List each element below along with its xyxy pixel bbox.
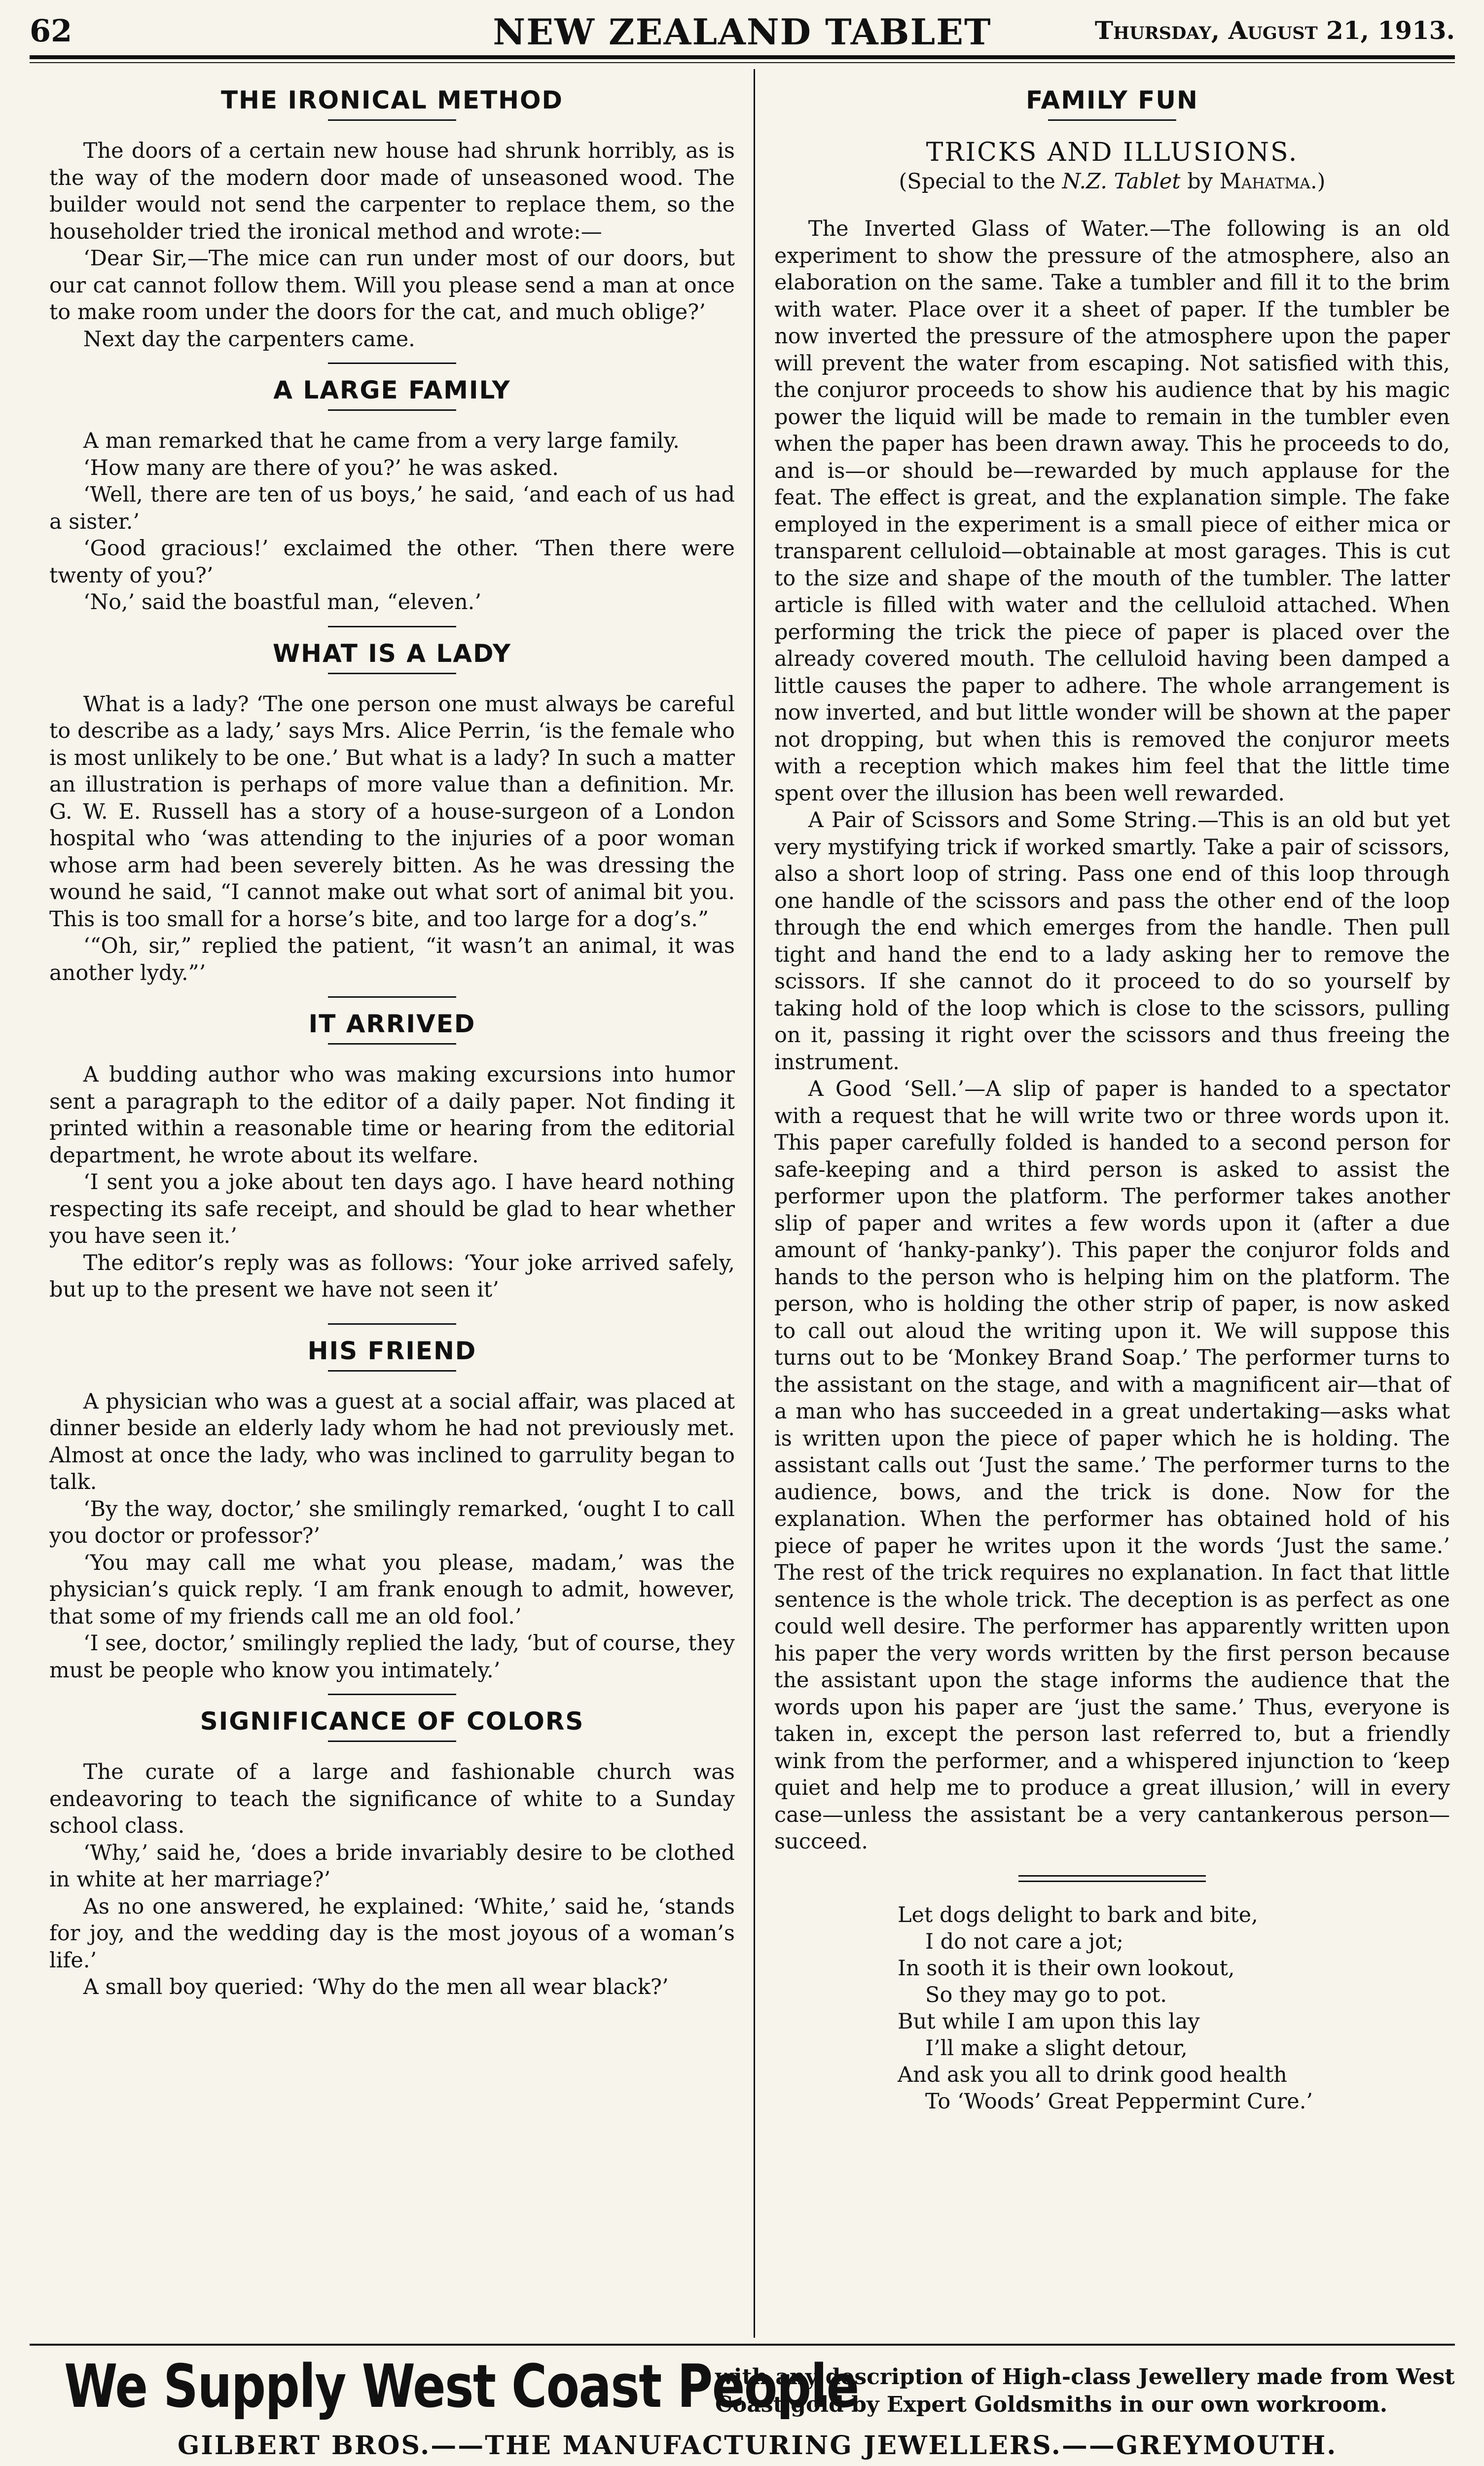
separator-rule bbox=[328, 363, 456, 364]
advert-headline: We Supply West Coast People bbox=[64, 2353, 859, 2421]
left-column bbox=[49, 74, 735, 2001]
advert-side-text bbox=[715, 2363, 1455, 2419]
trick-good-sell: A Good ‘Sell.’—A slip of paper is handed to a spectator with a request that he will write two or three words upon it. This paper carefully folded is handed to a second person for safe-keeping and a third person is asked to assist the performer upon the platform. The performer takes another slip of paper and writes a few words upon it (after a due amount of ‘hanky-panky’). This paper the conjuror folds and hands to the person who is helping him on the platform. The person, who is holding the other strip of paper, is now asked to call out aloud the writing upon it. We will suppose this turns out to be ‘Monkey Brand Soap.’ The performer turns to the assistant on the stage, and with a magnificent air—that of a man who has succeeded in a great undertaking—asks what is written upon the piece of paper which he is holding. The assistant calls out ‘Just the same.’ The performer turns to the audience, bows, and the trick is done. Now for the explanation. When the performer has obtained hold of his piece of paper he writes upon it the words ‘Just the same.’ The rest of the trick requires no explanation. In fact that little sentence is the whole trick. The deception is as perfect as one could well desire. The performer has apparently written upon his paper the very words written by the first person because the assistant upon the stage informs the audience that the words upon his paper are ‘just the same.’ Thus, everyone is taken in, except the person last referred to, but a friendly wink from the performer, and a whispered injunction to ‘keep quiet and help me to produce a great illusion,’ will in every case—unless the assistant be a very cantankerous person—succeed. bbox=[774, 1077, 1450, 1854]
title-rule bbox=[1048, 119, 1176, 121]
article-ironical-method bbox=[49, 86, 735, 353]
byline-by: by bbox=[1187, 169, 1213, 194]
advert-footer: GILBERT BROS.——THE MANUFACTURING JEWELLERS.——GREYMOUTH. bbox=[178, 2430, 1338, 2461]
article-paragraph: ‘Good gracious!’ exclaimed the other. ‘Then there were twenty of you?’ bbox=[49, 536, 735, 588]
poem-line: In sooth it is their own lookout, bbox=[898, 1956, 1235, 1981]
article-paragraph: ‘Well, there are ten of us boys,’ he said, ‘and each of us had a sister.’ bbox=[49, 482, 735, 534]
issue-date: Thursday, August 21, 1913. bbox=[1094, 16, 1455, 45]
byline bbox=[774, 169, 1450, 194]
title-rule bbox=[328, 1043, 456, 1045]
subtitle-tricks: TRICKS AND ILLUSIONS. bbox=[926, 138, 1299, 167]
advert-side-line: with any description of High-class Jewellery made from West bbox=[715, 2364, 1455, 2390]
masthead-rule bbox=[30, 55, 1455, 59]
article-it-arrived bbox=[49, 996, 735, 1304]
advert-side-line: Coast gold by Expert Goldsmiths in our own workroom. bbox=[715, 2392, 1388, 2417]
article-paragraph: ‘By the way, doctor,’ she smilingly remarked, ‘ought I to call you doctor or professor?’ bbox=[49, 1496, 735, 1548]
separator-rule bbox=[328, 996, 456, 998]
article-paragraph: ‘No,’ said the boastful man, “eleven.’ bbox=[83, 590, 481, 615]
trick-scissors-string: A Pair of Scissors and Some String.—This is an old but yet very mystifying trick if worked smartly. Take a pair of scissors, also a short loop of string. Pass one end of this loop through one handle of the scissors and pass the other end of the loop through the end which emerges from the handle. Then pull tight and hand the end to a lady asking her to remove the scissors. If she cannot do it proceed to do so yourself by taking hold of the loop which is close to the scissors, pulling on it, passing it right over the scissors and thus freeing the instrument. bbox=[774, 808, 1450, 1075]
article-paragraph: ‘Why,’ said he, ‘does a bride invariably desire to be clothed in white at her marriage?’ bbox=[49, 1840, 735, 1892]
poem-line: Let dogs delight to bark and bite, bbox=[898, 1902, 1258, 1927]
article-title: HIS FRIEND bbox=[307, 1336, 477, 1365]
article-paragraph: ‘I see, doctor,’ smilingly replied the lady, ‘but of course, they must be people who know you intimately.’ bbox=[49, 1631, 735, 1683]
right-column bbox=[774, 74, 1450, 2115]
byline-paper: N.Z. Tablet bbox=[1062, 169, 1181, 194]
title-rule bbox=[328, 673, 456, 674]
article-paragraph: ‘“Oh, sir,” replied the patient, “it wasn’t an animal, it was another lydy.”’ bbox=[49, 934, 735, 985]
title-rule bbox=[328, 1370, 456, 1372]
byline-author: Mahatma.) bbox=[1219, 169, 1326, 194]
separator-rule bbox=[328, 1694, 456, 1695]
article-title: IT ARRIVED bbox=[308, 1010, 476, 1038]
newspaper-title: NEW ZEALAND TABLET bbox=[493, 11, 992, 53]
poem-line: So they may go to pot. bbox=[925, 1982, 1167, 2007]
poem-separator bbox=[774, 1875, 1450, 1882]
article-paragraph: ‘I sent you a joke about ten days ago. I have heard nothing respecting its safe receipt, and should be glad to hear whether you have seen it.’ bbox=[49, 1170, 735, 1248]
separator-rule bbox=[328, 1323, 456, 1325]
article-paragraph: What is a lady? ‘The one person one must always be careful to describe as a lady,’ says Mrs. Alice Perrin, ‘is the female who is most unlikely to be one.’ But what is a lady? In such a matter an illustration is perhaps of more value than a definition. Mr. G. W. E. Russell has a story of a house-surgeon of a London hospital who ‘was attending to the injuries of a poor woman whose arm had been severely bitten. As he was dressing the wound he said, “I cannot make out what sort of animal bit you. This is too small for a horse’s bite, and too large for a dog’s.” bbox=[49, 691, 735, 932]
section-title-family-fun: FAMILY FUN bbox=[1026, 86, 1198, 114]
article-paragraph: ‘How many are there of you?’ he was asked. bbox=[83, 455, 559, 480]
article-title: SIGNIFICANCE OF COLORS bbox=[200, 1707, 584, 1736]
poem-rule-1 bbox=[1018, 1875, 1206, 1877]
article-paragraph: The curate of a large and fashionable church was endeavoring to teach the significance of white to a Sunday school class. bbox=[49, 1760, 735, 1838]
article-paragraph: As no one answered, he explained: ‘White,’ said he, ‘stands for joy, and the wedding day is the most joyous of a woman’s life.’ bbox=[49, 1894, 735, 1973]
article-paragraph: ‘You may call me what you please, madam,’ was the physician’s quick reply. ‘I am frank enough to admit, however, that some of my friends call me an old fool.’ bbox=[49, 1550, 735, 1629]
masthead-rule-thin bbox=[30, 62, 1455, 63]
separator-rule bbox=[328, 626, 456, 627]
article-his-friend bbox=[49, 1323, 735, 1684]
article-paragraph: A small boy queried: ‘Why do the men all wear black?’ bbox=[83, 1975, 669, 1999]
article-title: A LARGE FAMILY bbox=[273, 376, 511, 404]
poem-line: I’ll make a slight detour, bbox=[925, 2035, 1188, 2061]
article-paragraph: Next day the carpenters came. bbox=[83, 326, 415, 352]
article-paragraph: A budding author who was making excursions into humor sent a paragraph to the editor of a daily paper. Not finding it printed within a reasonable time or hearing from the editorial department, he wrote about its welfare. bbox=[49, 1062, 735, 1168]
article-paragraph: A man remarked that he came from a very large family. bbox=[83, 429, 680, 453]
article-paragraph: The doors of a certain new house had shrunk horribly, as is the way of the modern door made of unseasoned wood. The builder would not send the carpenter to replace them, so the householder tried the ironical method and wrote:— bbox=[49, 139, 735, 244]
article-title: THE IRONICAL METHOD bbox=[220, 86, 564, 114]
poem-line: I do not care a jot; bbox=[925, 1929, 1123, 1954]
advert-rule bbox=[30, 2344, 1455, 2346]
masthead bbox=[30, 9, 1455, 58]
page-number: 62 bbox=[30, 13, 72, 49]
poem-line: To ‘Woods’ Great Peppermint Cure.’ bbox=[925, 2089, 1313, 2114]
trick-inverted-glass: The Inverted Glass of Water.—The following is an old experiment to show the pressure of the atmosphere, also an elaboration on the same. Take a tumbler and fill it to the brim with water. Place over it a sheet of paper. If the tumbler be now inverted the pressure of the atmosphere upon the paper will prevent the water from escaping. Not satisfied with this, the conjuror proceeds to show his audience that by his magic power the liquid will be made to remain in the tumbler even when the paper has been drawn away. This he proceeds to do, and is—or should be—rewarded by much applause for the feat. The effect is great, and the explanation simple. The fake employed in the experiment is a small piece of either mica or transparent celluloid—obtainable at most garages. This is cut to the size and shape of the mouth of the tumbler. The latter article is filled with water and the celluloid attached. When performing the trick the piece of paper is placed over the already covered mouth. The celluloid having been damped a little causes the paper to adhere. The whole arrangement is now inverted, and but little wonder will be shown at the paper not dropping, but when this is removed the conjuror meets with a reception which makes him feel that the little time spent over the illusion has been well rewarded. bbox=[774, 217, 1450, 806]
title-rule bbox=[328, 119, 456, 121]
article-title: WHAT IS A LADY bbox=[272, 639, 512, 668]
article-what-is-a-lady bbox=[49, 626, 735, 987]
article-significance-of-colors bbox=[49, 1694, 735, 2001]
poem bbox=[898, 1902, 1450, 2115]
article-paragraph: The editor’s reply was as follows: ‘Your joke arrived safely, but up to the present we have not seen it’ bbox=[49, 1250, 735, 1302]
poem-rule-2 bbox=[1018, 1881, 1206, 1882]
poem-line: But while I am upon this lay bbox=[898, 2009, 1200, 2034]
article-large-family bbox=[49, 363, 735, 616]
column-divider bbox=[754, 69, 755, 2338]
byline-prefix: (Special to the bbox=[899, 169, 1055, 194]
article-paragraph: A physician who was a guest at a social affair, was placed at dinner beside an elderly lady whom he had not previously met. Almost at once the lady, who was inclined to garrulity began to talk. bbox=[49, 1389, 735, 1494]
title-rule bbox=[328, 409, 456, 411]
article-paragraph: ‘Dear Sir,—The mice can run under most of our doors, but our cat cannot follow them. Will you please send a man at once to make room under the doors for the cat, and much oblige?’ bbox=[49, 246, 735, 325]
advertisement bbox=[30, 2353, 1455, 2466]
title-rule bbox=[328, 1741, 456, 1742]
poem-line: And ask you all to drink good health bbox=[898, 2062, 1287, 2087]
